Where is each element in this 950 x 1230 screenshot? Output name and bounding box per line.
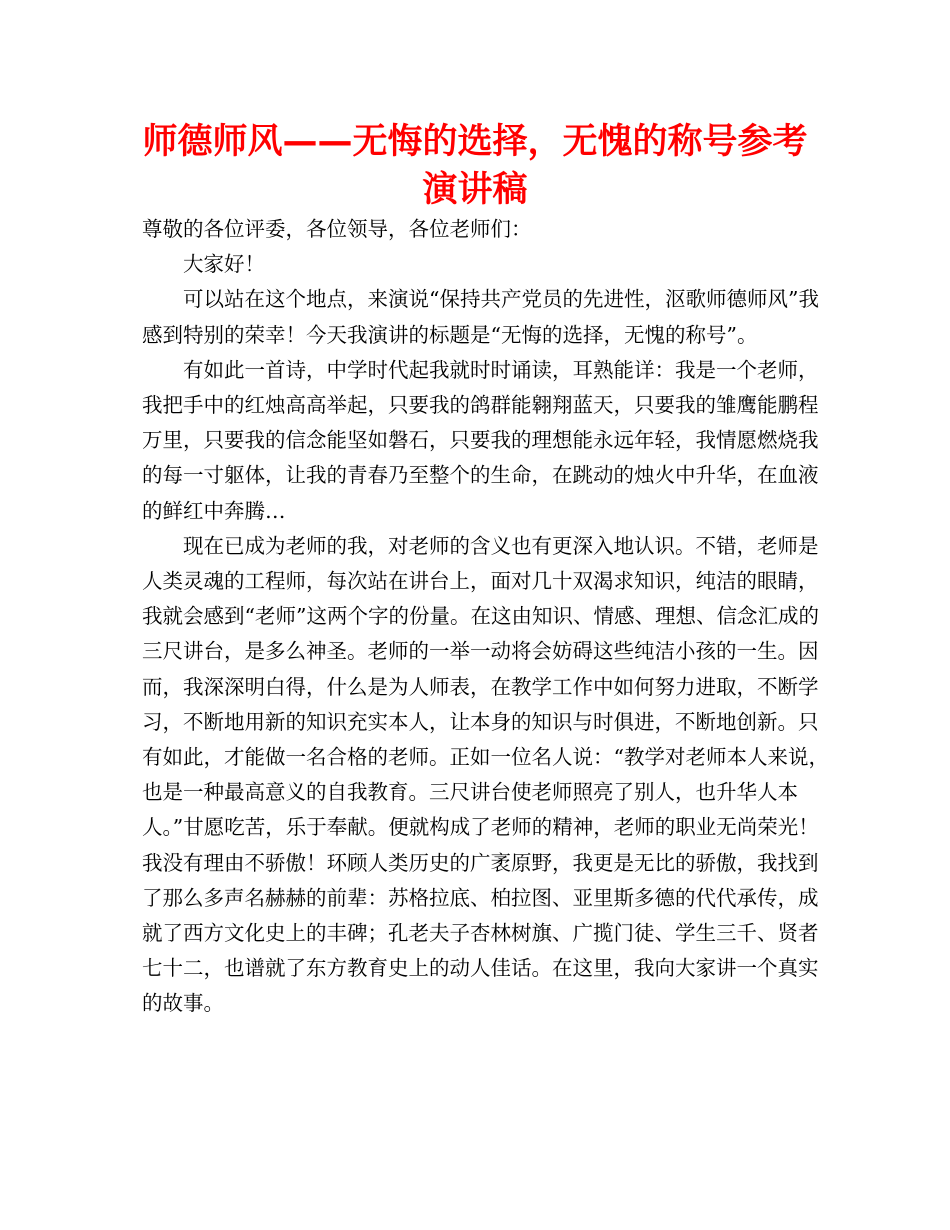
paragraph-intro: 可以站在这个地点，来演说“保持共产党员的先进性，沤歌师德师风”我感到特别的荣幸！今天我演讲的标题是“无悔的选择，无愧的称号”。 xyxy=(142,287,819,347)
document-body xyxy=(142,212,832,1022)
paragraph-greeting: 大家好！ xyxy=(183,252,265,277)
document-title: 师德师风——无悔的选择，无愧的称号参考演讲稿 xyxy=(142,122,808,210)
paragraph-teacher-meaning: 现在已成为老师的我，对老师的含义也有更深入地认识。不错，老师是人类灵魂的工程师，每次站在讲台上，面对几十双渴求知识，纯洁的眼睛，我就会感到“老师”这两个字的份量。在这由知识、情感、理想、信念汇成的三尺讲台，是多么神圣。老师的一举一动将会妨碍这些纯洁小孩的一生。因而，我深深明白得，什么是为人师表，在教学工作中如何努力进取，不断学习，不断地用新的知识充实本人，让本身的知识与时俱进，不断地创新。只有如此，才能做一名合格的老师。正如一位名人说：“教学对老师本人来说，也是一种最高意义的自我教育。三尺讲台使老师照亮了别人，也升华人本人。”甘愿吃苦，乐于奉献。便就构成了老师的精神，老师的职业无尚荣光！我没有理由不骄傲！环顾人类历史的广袤原野，我更是无比的骄傲，我找到了那么多声名赫赫的前辈：苏格拉底、柏拉图、亚里斯多德的代代承传，成就了西方文化史上的丰碑；孔老夫子杏林树旗、广揽门徒、学生三千、贤者七十二，也谱就了东方教育史上的动人佳话。在这里，我向大家讲一个真实的故事。 xyxy=(142,533,829,1016)
salutation: 尊敬的各位评委，各位领导，各位老师们： xyxy=(142,217,532,241)
paragraph-poem: 有如此一首诗，中学时代起我就时时诵读，耳熟能详：我是一个老师，我把手中的红烛高高举起，只要我的鸽群能翱翔蓝天，只要我的雏鹰能鹏程万里，只要我的信念能坚如磐石，只要我的理想能永远年轻，我情愿燃烧我的每一寸躯体，让我的青春乃至整个的生命，在跳动的烛火中升华，在血液的鲜红中奔腾… xyxy=(142,357,819,523)
